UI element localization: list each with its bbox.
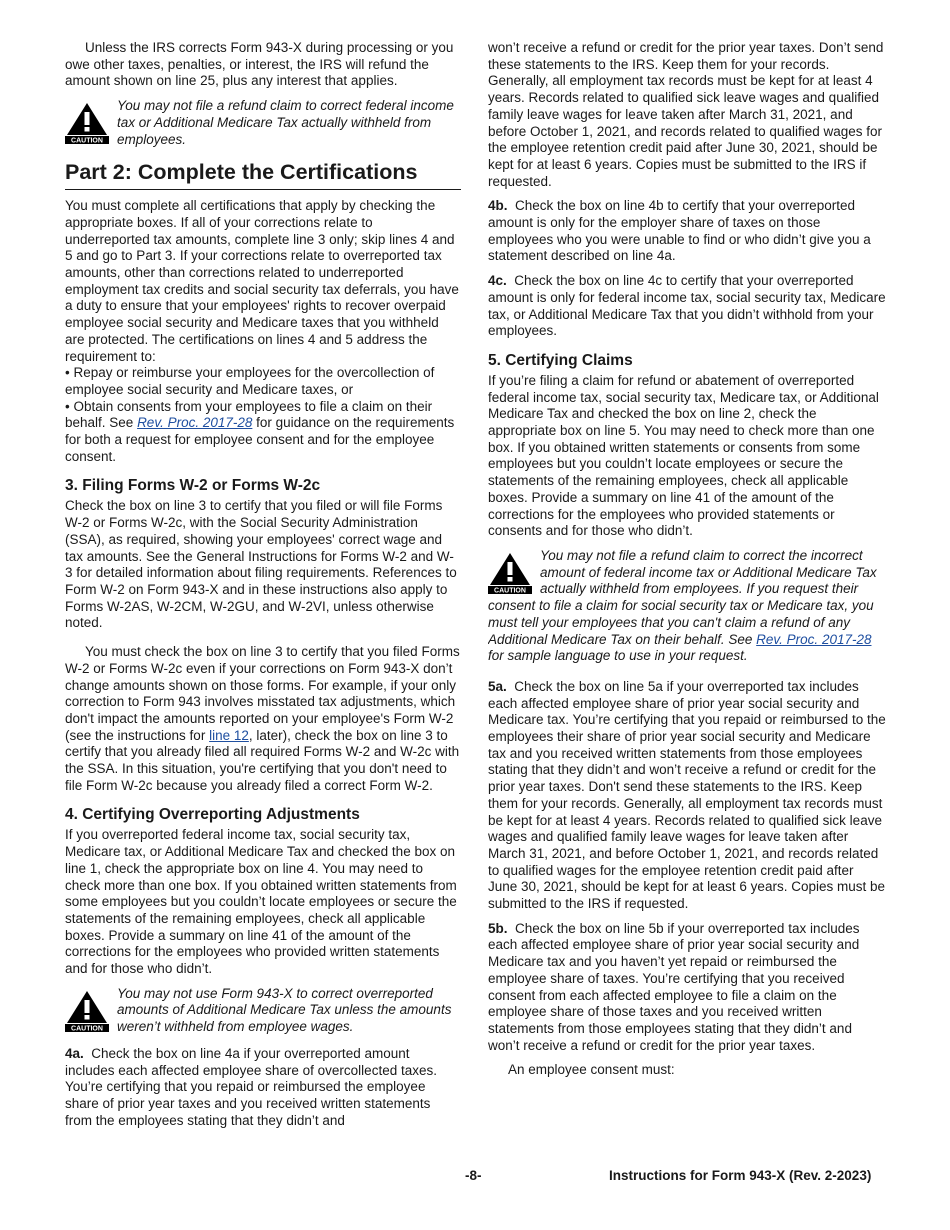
section-4c-paragraph: 4c. Check the box on line 4c to certify that your overreported amount is only for federal income tax, social security tax, Medicare tax, or Additional Medicare Tax that you didn’t withhold from your employees. bbox=[488, 273, 886, 339]
section-5-title: 5. Certifying Claims bbox=[488, 351, 633, 369]
rev-proc-link[interactable]: Rev. Proc. 2017-28 bbox=[756, 631, 872, 647]
bullet-item: • Obtain consents from your employees to file a claim on their behalf. See Rev. Proc. 2017-28 for guidance on the requirements for both a request for employee consent and for the employee consent. bbox=[65, 398, 455, 464]
bullet-text: Obtain consents from your employees to file a claim on their behalf. See bbox=[65, 398, 433, 431]
caution-icon bbox=[65, 100, 109, 144]
caution-text: You may not file a refund claim to correct the incorrect amount of federal income tax or Additional Medicare Tax actually withheld from employees. If you request their consent to file a claim for social security tax or Medicare tax, you must tell your employees that you can't claim a refund of any Additional Medicare Tax on their behalf. See Rev. Proc. 2017-28 for sample language to use in your request. bbox=[488, 547, 877, 664]
section-4-paragraph: If you overreported federal income tax, social security tax, Medicare tax, or Additional Medicare Tax and checked the box on line 1, check the appropriate box on line 4. You may need to check more than one box. If you obtained written statements from some employees but you couldn’t locate employees or secure the statements of the remaining employees, check all applicable boxes. Provide a summary on line 41 of the amount of the corrections for the employees who provided written statements and for those who didn’t. bbox=[65, 827, 457, 977]
bullet-text: Repay or reimburse your employees for the overcollection of employee social security and Medicare taxes, or bbox=[65, 365, 435, 397]
continued-paragraph: won’t receive a refund or credit for the prior year taxes. Don’t send these statements to the IRS. Keep them for your records. Generally, all employment tax records must be kept for at least 4 years. Records related to qualified sick leave wages and qualified family leave wages for leave taken after March 31, 2021, and before October 1, 2021, and records related to qualified wages for the employee retention credit paid after June 30, 2021, should be kept for at least 6 years. Copies must be submitted to the IRS if requested. bbox=[488, 40, 884, 189]
section-3-paragraph-2: You must check the box on line 3 to certify that you filed Forms W-2 or Forms W-2c even if your corrections on Form 943-X don’t change amounts shown on those forms. For example, if your only correction to Form 943 involves misstated tax adjustments, which don't impact the amounts reported on your employee's Form W-2 (see the instructions for line 12, later), check the box on line 3 to certify that you already filed all required Forms W-2 and W-2c with the SSA. In this situation, you're certifying that you don't need to file Form W-2c because you already filed a correct Form W-2. bbox=[65, 644, 460, 793]
part2-paragraph: You must complete all certifications that apply by checking the appropriate boxes. If all of your corrections relate to underreported tax amounts, complete line 3 only; skip lines 4 and 5 and go to Part 3. If your corrections relate to overreported tax amounts, other than corrections related to underreported employment tax credits and social security tax deferrals, you have a duty to ensure that your employees' rights to recover overpaid employee social security and Medicare taxes that you withheld are protected. The certifications on lines 4 and 5 address the requirement to: bbox=[65, 198, 459, 364]
section-4-title: 4. Certifying Overreporting Adjustments bbox=[65, 806, 360, 824]
section-4b-paragraph: 4b. Check the box on line 4b to certify that your overreported amount is only for the employer share of taxes on those employees who you were unable to find or who didn’t give you a statement described on line 4a. bbox=[488, 198, 871, 264]
section-5b-paragraph: 5b. Check the box on line 5b if your overreported tax includes each affected employee share of prior year social security and Medicare tax and you haven’t yet repaid or reimbursed the employee share of taxes. You’re certifying that you received consent from each affected employee to file a claim on the employee share of those taxes and you received written statements from those employees stating that they didn’t and won’t receive a refund or credit for the prior year taxes. bbox=[488, 920, 860, 1053]
caution-label: CAUTION bbox=[494, 587, 526, 594]
left-column bbox=[65, 40, 461, 1137]
right-column bbox=[488, 40, 886, 1087]
bullet-item: • Repay or reimburse your employees for the overcollection of employee social security and Medicare taxes, or bbox=[65, 365, 435, 397]
section-5-paragraph: If you’re filing a claim for refund or abatement of overreported federal income tax, social security tax, Medicare tax, or Additional Medicare Tax and checked the box on line 2, check the appropriate box on line 5. You may need to check more than one box. If you obtained written statements or consents from some employees but you couldn’t locate employees or secure the statements of the remaining employees, check all applicable boxes. Provide a summary on line 41 of the amount of the corrections for the employees who provided statements or consents and for those who didn’t. bbox=[488, 372, 879, 539]
caution-icon bbox=[65, 988, 109, 1032]
section-4a-paragraph: 4a. Check the box on line 4a if your overreported amount includes each affected employee share of overcollected taxes. You’re certifying that you repaid or reimbursed the employee share of prior year taxes and you received written statements from the employees stating that they didn’t and bbox=[65, 1045, 437, 1128]
bullet-text: for guidance on the requirements for both a request for employee consent and for the employee consent. bbox=[65, 415, 455, 464]
footer-title: Instructions for Form 943-X (Rev. 2-2023) bbox=[609, 1168, 872, 1183]
caution-box bbox=[65, 98, 461, 148]
rev-proc-link[interactable]: Rev. Proc. 2017-28 bbox=[137, 415, 253, 431]
caution-icon bbox=[488, 550, 532, 594]
caution-text: You may not use Form 943-X to correct overreported amounts of Additional Medicare Tax unless the amounts weren’t withheld from employee wages. bbox=[117, 985, 452, 1035]
caution-label: CAUTION bbox=[71, 1025, 103, 1032]
part2-title: Part 2: Complete the Certifications bbox=[65, 160, 461, 190]
caution-text: You may not file a refund claim to correct federal income tax or Additional Medicare Tax actually withheld from employees. bbox=[117, 98, 454, 147]
caution-box bbox=[488, 548, 886, 665]
caution-box bbox=[65, 986, 461, 1036]
section-3-title: 3. Filing Forms W-2 or Forms W-2c bbox=[65, 477, 321, 495]
intro-paragraph: Unless the IRS corrects Form 943-X during processing or you owe other taxes, penalties, or interest, the IRS will refund the amount shown on line 25, plus any interest that applies. bbox=[65, 40, 454, 89]
page-number: -8- bbox=[465, 1168, 482, 1183]
section-3-paragraph: Check the box on line 3 to certify that you filed or will file Forms W-2 or Forms W-2c, with the Social Security Administration (SSA), as required, showing your employees' correct wage and tax amounts. See the General Instructions for Forms W-2 and W-3 for detailed information about filing requirements. References to Form W-2 on Form 943-X and in these instructions also apply to Forms W-2AS, W-2CM, W-2GU, and W-2VI, unless otherwise noted. bbox=[65, 498, 457, 631]
caution-label: CAUTION bbox=[71, 137, 103, 145]
consent-paragraph: An employee consent must: bbox=[508, 1062, 675, 1078]
section-5a-paragraph: 5a. Check the box on line 5a if your overreported tax includes each affected employee share of prior year social security and Medicare tax. You’re certifying that you repaid or reimbursed to the employees their share of prior year social security and Medicare tax and you received written statements from those employees stating that they didn’t and won’t receive a refund or credit for the prior year taxes. Don't send these statements to the IRS. Keep them for your records. Generally, all employment tax records must be kept for at least 4 years. Records related to qualified sick leave wages and qualified family leave wages for leave taken after March 31, 2021, and before October 1, 2021, and records related to qualified wages for the employee retention credit paid after June 30, 2021, should be kept for at least 6 years. Copies must be submitted to the IRS if requested. bbox=[488, 678, 886, 912]
line-12-link[interactable]: line 12 bbox=[209, 727, 249, 743]
